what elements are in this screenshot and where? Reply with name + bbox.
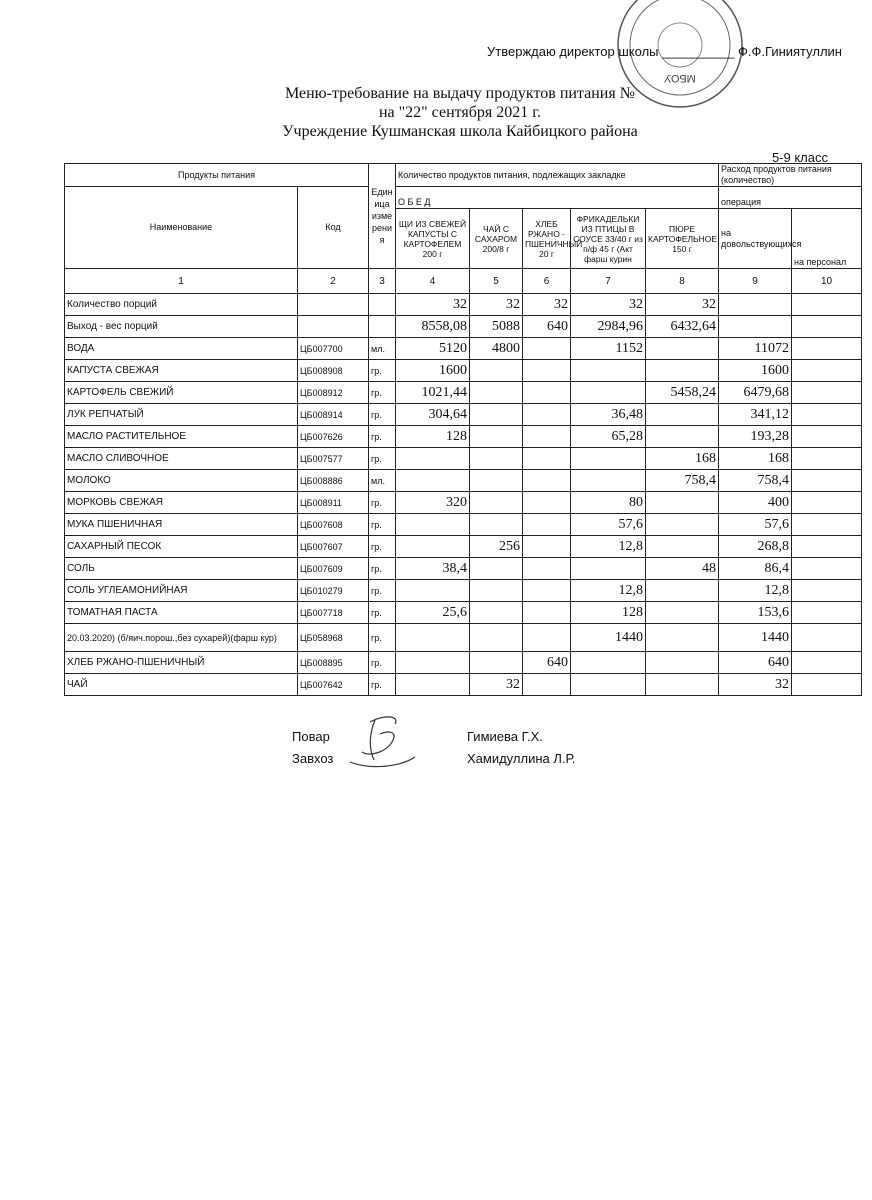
product-d5-value	[646, 338, 719, 360]
product-code: ЦБ010279	[298, 580, 369, 602]
product-d2-value: 32	[470, 674, 523, 696]
product-d4-value: 1152	[571, 338, 646, 360]
product-d5-value: 5458,24	[646, 382, 719, 404]
product-d4-value	[571, 470, 646, 492]
product-d3-value	[523, 558, 571, 580]
product-d5-value	[646, 652, 719, 674]
empty-cell	[298, 316, 369, 338]
product-d4-value	[571, 674, 646, 696]
product-staff-value	[792, 426, 862, 448]
product-d3-value: 640	[523, 652, 571, 674]
product-unit: гр.	[369, 492, 396, 514]
product-code: ЦБ007642	[298, 674, 369, 696]
product-unit: гр.	[369, 382, 396, 404]
product-total-value: 11072	[719, 338, 792, 360]
product-unit: гр.	[369, 602, 396, 624]
product-d2-value	[470, 558, 523, 580]
header-code: Код	[298, 187, 369, 269]
product-d4-value: 80	[571, 492, 646, 514]
product-d2-value	[470, 470, 523, 492]
product-d4-value	[571, 382, 646, 404]
portions-value: 32	[523, 294, 571, 316]
product-d2-value	[470, 652, 523, 674]
product-d1-value: 1021,44	[396, 382, 470, 404]
product-d3-value	[523, 338, 571, 360]
header-operation: операция	[719, 187, 862, 209]
product-total-value: 168	[719, 448, 792, 470]
product-name: ТОМАТНАЯ ПАСТА	[65, 602, 298, 624]
header-quantity: Количество продуктов питания, подлежащих закладке	[396, 164, 719, 187]
product-row	[65, 602, 862, 624]
product-d2-value	[470, 360, 523, 382]
yield-value: 5088	[470, 316, 523, 338]
product-d2-value	[470, 514, 523, 536]
product-code: ЦБ008914	[298, 404, 369, 426]
document-title: Меню-требование на выдачу продуктов питания №	[285, 85, 635, 102]
product-d2-value	[470, 492, 523, 514]
product-d4-value: 1440	[571, 624, 646, 652]
product-row	[65, 580, 862, 602]
product-d4-value: 65,28	[571, 426, 646, 448]
institution-name: Учреждение Кушманская школа Кайбицкого района	[282, 123, 638, 140]
product-row	[65, 624, 862, 652]
product-code: ЦБ008895	[298, 652, 369, 674]
yield-value: 640	[523, 316, 571, 338]
product-row	[65, 338, 862, 360]
empty-cell	[719, 294, 792, 316]
product-d3-value	[523, 360, 571, 382]
column-index: 8	[646, 269, 719, 294]
product-d2-value: 4800	[470, 338, 523, 360]
product-name: ЛУК РЕПЧАТЫЙ	[65, 404, 298, 426]
product-name: СОЛЬ	[65, 558, 298, 580]
product-d2-value	[470, 404, 523, 426]
product-d4-value: 57,6	[571, 514, 646, 536]
product-d1-value	[396, 624, 470, 652]
product-unit: гр.	[369, 580, 396, 602]
portions-row	[65, 294, 862, 316]
product-d1-value: 5120	[396, 338, 470, 360]
product-unit: гр.	[369, 652, 396, 674]
product-total-value: 758,4	[719, 470, 792, 492]
product-d1-value: 304,64	[396, 404, 470, 426]
product-total-value: 1440	[719, 624, 792, 652]
product-total-value: 193,28	[719, 426, 792, 448]
product-unit: гр.	[369, 360, 396, 382]
header-allowance: на довольствующихся	[719, 209, 792, 269]
product-staff-value	[792, 492, 862, 514]
header-consumption: Расход продуктов питания (количество)	[719, 164, 862, 187]
product-d3-value	[523, 426, 571, 448]
approval-line: Утверждаю директор школы __________ Ф.Ф.Гиниятуллин	[487, 44, 842, 59]
product-name: КАПУСТА СВЕЖАЯ	[65, 360, 298, 382]
product-d3-value	[523, 448, 571, 470]
product-unit: гр.	[369, 674, 396, 696]
dish-tea: ЧАЙ С САХАРОМ 200/8 г	[470, 209, 523, 269]
product-staff-value	[792, 674, 862, 696]
product-unit: гр.	[369, 624, 396, 652]
product-d1-value	[396, 674, 470, 696]
product-staff-value	[792, 602, 862, 624]
product-d2-value	[470, 580, 523, 602]
product-d5-value	[646, 624, 719, 652]
dish-mashed-potatoes: ПЮРЕ КАРТОФЕЛЬНОЕ 150 г	[646, 209, 719, 269]
product-d1-value	[396, 536, 470, 558]
product-row	[65, 360, 862, 382]
document-date: на "22" сентября 2021 г.	[378, 104, 542, 121]
yield-row	[65, 316, 862, 338]
product-total-value: 86,4	[719, 558, 792, 580]
product-d3-value	[523, 470, 571, 492]
portions-value: 32	[470, 294, 523, 316]
product-row	[65, 404, 862, 426]
product-code: ЦБ007626	[298, 426, 369, 448]
product-d4-value	[571, 360, 646, 382]
product-d1-value: 320	[396, 492, 470, 514]
product-row	[65, 514, 862, 536]
product-name: МАСЛО РАСТИТЕЛЬНОЕ	[65, 426, 298, 448]
product-d3-value	[523, 382, 571, 404]
yield-value: 2984,96	[571, 316, 646, 338]
header-products: Продукты питания	[65, 164, 369, 187]
product-d2-value	[470, 602, 523, 624]
column-index: 4	[396, 269, 470, 294]
product-total-value: 6479,68	[719, 382, 792, 404]
product-staff-value	[792, 382, 862, 404]
product-name: КАРТОФЕЛЬ СВЕЖИЙ	[65, 382, 298, 404]
product-total-value: 153,6	[719, 602, 792, 624]
product-staff-value	[792, 360, 862, 382]
product-d5-value	[646, 360, 719, 382]
product-staff-value	[792, 536, 862, 558]
product-total-value: 400	[719, 492, 792, 514]
storekeeper-name: Хамидуллина Л.Р.	[467, 751, 576, 766]
header-meal: О Б Е Д	[396, 187, 719, 209]
product-d1-value	[396, 470, 470, 492]
product-staff-value	[792, 624, 862, 652]
header-unit: Единица измерения	[369, 164, 396, 269]
menu-requisition-table	[64, 163, 862, 696]
product-row	[65, 426, 862, 448]
product-name: МУКА ПШЕНИЧНАЯ	[65, 514, 298, 536]
product-d2-value: 256	[470, 536, 523, 558]
product-row	[65, 652, 862, 674]
dish-bread: ХЛЕБ РЖАНО - ПШЕНИЧНЫЙ 20 г	[523, 209, 571, 269]
product-d3-value	[523, 536, 571, 558]
product-staff-value	[792, 652, 862, 674]
product-d3-value	[523, 404, 571, 426]
product-name: ЧАЙ	[65, 674, 298, 696]
empty-cell	[719, 316, 792, 338]
product-code: ЦБ008912	[298, 382, 369, 404]
product-d2-value	[470, 624, 523, 652]
portions-value: 32	[571, 294, 646, 316]
product-d5-value: 168	[646, 448, 719, 470]
product-d1-value	[396, 652, 470, 674]
portions-value: 32	[396, 294, 470, 316]
product-d3-value	[523, 602, 571, 624]
cook-role: Повар	[292, 729, 330, 744]
column-index: 3	[369, 269, 396, 294]
product-row	[65, 536, 862, 558]
product-d4-value: 12,8	[571, 580, 646, 602]
product-total-value: 341,12	[719, 404, 792, 426]
product-staff-value	[792, 470, 862, 492]
product-d5-value	[646, 426, 719, 448]
product-d4-value	[571, 558, 646, 580]
product-code: ЦБ008908	[298, 360, 369, 382]
product-d5-value	[646, 492, 719, 514]
empty-cell	[792, 316, 862, 338]
product-d5-value	[646, 514, 719, 536]
product-row	[65, 674, 862, 696]
product-code: ЦБ008886	[298, 470, 369, 492]
product-d3-value	[523, 674, 571, 696]
portions-label: Количество порций	[65, 294, 298, 316]
product-d4-value: 12,8	[571, 536, 646, 558]
product-code: ЦБ007609	[298, 558, 369, 580]
product-code: ЦБ008911	[298, 492, 369, 514]
product-row	[65, 470, 862, 492]
product-unit: гр.	[369, 536, 396, 558]
column-index: 10	[792, 269, 862, 294]
product-d5-value	[646, 404, 719, 426]
product-d4-value: 128	[571, 602, 646, 624]
yield-label: Выход - вес порций	[65, 316, 298, 338]
product-d5-value	[646, 674, 719, 696]
empty-cell	[369, 316, 396, 338]
product-total-value: 32	[719, 674, 792, 696]
product-d3-value	[523, 514, 571, 536]
product-d4-value	[571, 448, 646, 470]
header-name: Наименование	[65, 187, 298, 269]
product-row	[65, 558, 862, 580]
dish-shchi: ЩИ ИЗ СВЕЖЕЙ КАПУСТЫ С КАРТОФЕЛЕМ 200 г	[396, 209, 470, 269]
cook-name: Гимиева Г.Х.	[467, 729, 543, 744]
product-unit: гр.	[369, 404, 396, 426]
seal-label: МБОУ	[664, 72, 696, 84]
storekeeper-role: Завхоз	[292, 751, 334, 766]
product-code: ЦБ007700	[298, 338, 369, 360]
grade-label: 5-9 класс	[771, 150, 828, 165]
product-unit: гр.	[369, 448, 396, 470]
product-name: ХЛЕБ РЖАНО-ПШЕНИЧНЫЙ	[65, 652, 298, 674]
product-unit: мл.	[369, 470, 396, 492]
product-total-value: 12,8	[719, 580, 792, 602]
column-index: 7	[571, 269, 646, 294]
product-d1-value: 128	[396, 426, 470, 448]
column-index-row	[65, 269, 862, 294]
product-row	[65, 492, 862, 514]
product-d2-value	[470, 426, 523, 448]
product-unit: гр.	[369, 514, 396, 536]
product-total-value: 1600	[719, 360, 792, 382]
product-d5-value	[646, 580, 719, 602]
yield-value: 6432,64	[646, 316, 719, 338]
product-d2-value	[470, 382, 523, 404]
header-staff: на персонал	[792, 209, 862, 269]
product-code: ЦБ007608	[298, 514, 369, 536]
product-staff-value	[792, 338, 862, 360]
product-code: ЦБ058968	[298, 624, 369, 652]
product-staff-value	[792, 404, 862, 426]
product-unit: гр.	[369, 558, 396, 580]
product-name: СОЛЬ УГЛЕАМОНИЙНАЯ	[65, 580, 298, 602]
product-code: ЦБ007577	[298, 448, 369, 470]
product-name: 20.03.2020) (б/яич.порош.,без сухарей)(фарш кур)	[65, 624, 298, 652]
product-name: ВОДА	[65, 338, 298, 360]
product-unit: мл.	[369, 338, 396, 360]
empty-cell	[298, 294, 369, 316]
product-d1-value	[396, 448, 470, 470]
product-d1-value: 1600	[396, 360, 470, 382]
column-index: 1	[65, 269, 298, 294]
signatures-block	[292, 726, 712, 770]
product-name: МОЛОКО	[65, 470, 298, 492]
product-row	[65, 382, 862, 404]
column-index: 6	[523, 269, 571, 294]
product-d1-value	[396, 514, 470, 536]
product-staff-value	[792, 448, 862, 470]
product-d1-value: 25,6	[396, 602, 470, 624]
product-d1-value	[396, 580, 470, 602]
product-row	[65, 448, 862, 470]
product-code: ЦБ007718	[298, 602, 369, 624]
product-name: САХАРНЫЙ ПЕСОК	[65, 536, 298, 558]
product-d3-value	[523, 492, 571, 514]
yield-value: 8558,08	[396, 316, 470, 338]
dish-meatballs: ФРИКАДЕЛЬКИ ИЗ ПТИЦЫ В СОУСЕ 33/40 г из п/ф 45 г (Акт фарш курин	[571, 209, 646, 269]
product-d3-value	[523, 580, 571, 602]
product-unit: гр.	[369, 426, 396, 448]
product-staff-value	[792, 558, 862, 580]
column-index: 9	[719, 269, 792, 294]
product-d3-value	[523, 624, 571, 652]
product-d5-value: 48	[646, 558, 719, 580]
product-d5-value	[646, 536, 719, 558]
product-code: ЦБ007607	[298, 536, 369, 558]
column-index: 2	[298, 269, 369, 294]
product-staff-value	[792, 514, 862, 536]
portions-value: 32	[646, 294, 719, 316]
product-d5-value: 758,4	[646, 470, 719, 492]
product-d4-value: 36,48	[571, 404, 646, 426]
product-d4-value	[571, 652, 646, 674]
product-d1-value: 38,4	[396, 558, 470, 580]
product-name: МОРКОВЬ СВЕЖАЯ	[65, 492, 298, 514]
product-total-value: 268,8	[719, 536, 792, 558]
product-d5-value	[646, 602, 719, 624]
column-index: 5	[470, 269, 523, 294]
product-staff-value	[792, 580, 862, 602]
empty-cell	[792, 294, 862, 316]
product-name: МАСЛО СЛИВОЧНОЕ	[65, 448, 298, 470]
product-total-value: 57,6	[719, 514, 792, 536]
product-total-value: 640	[719, 652, 792, 674]
empty-cell	[369, 294, 396, 316]
product-d2-value	[470, 448, 523, 470]
